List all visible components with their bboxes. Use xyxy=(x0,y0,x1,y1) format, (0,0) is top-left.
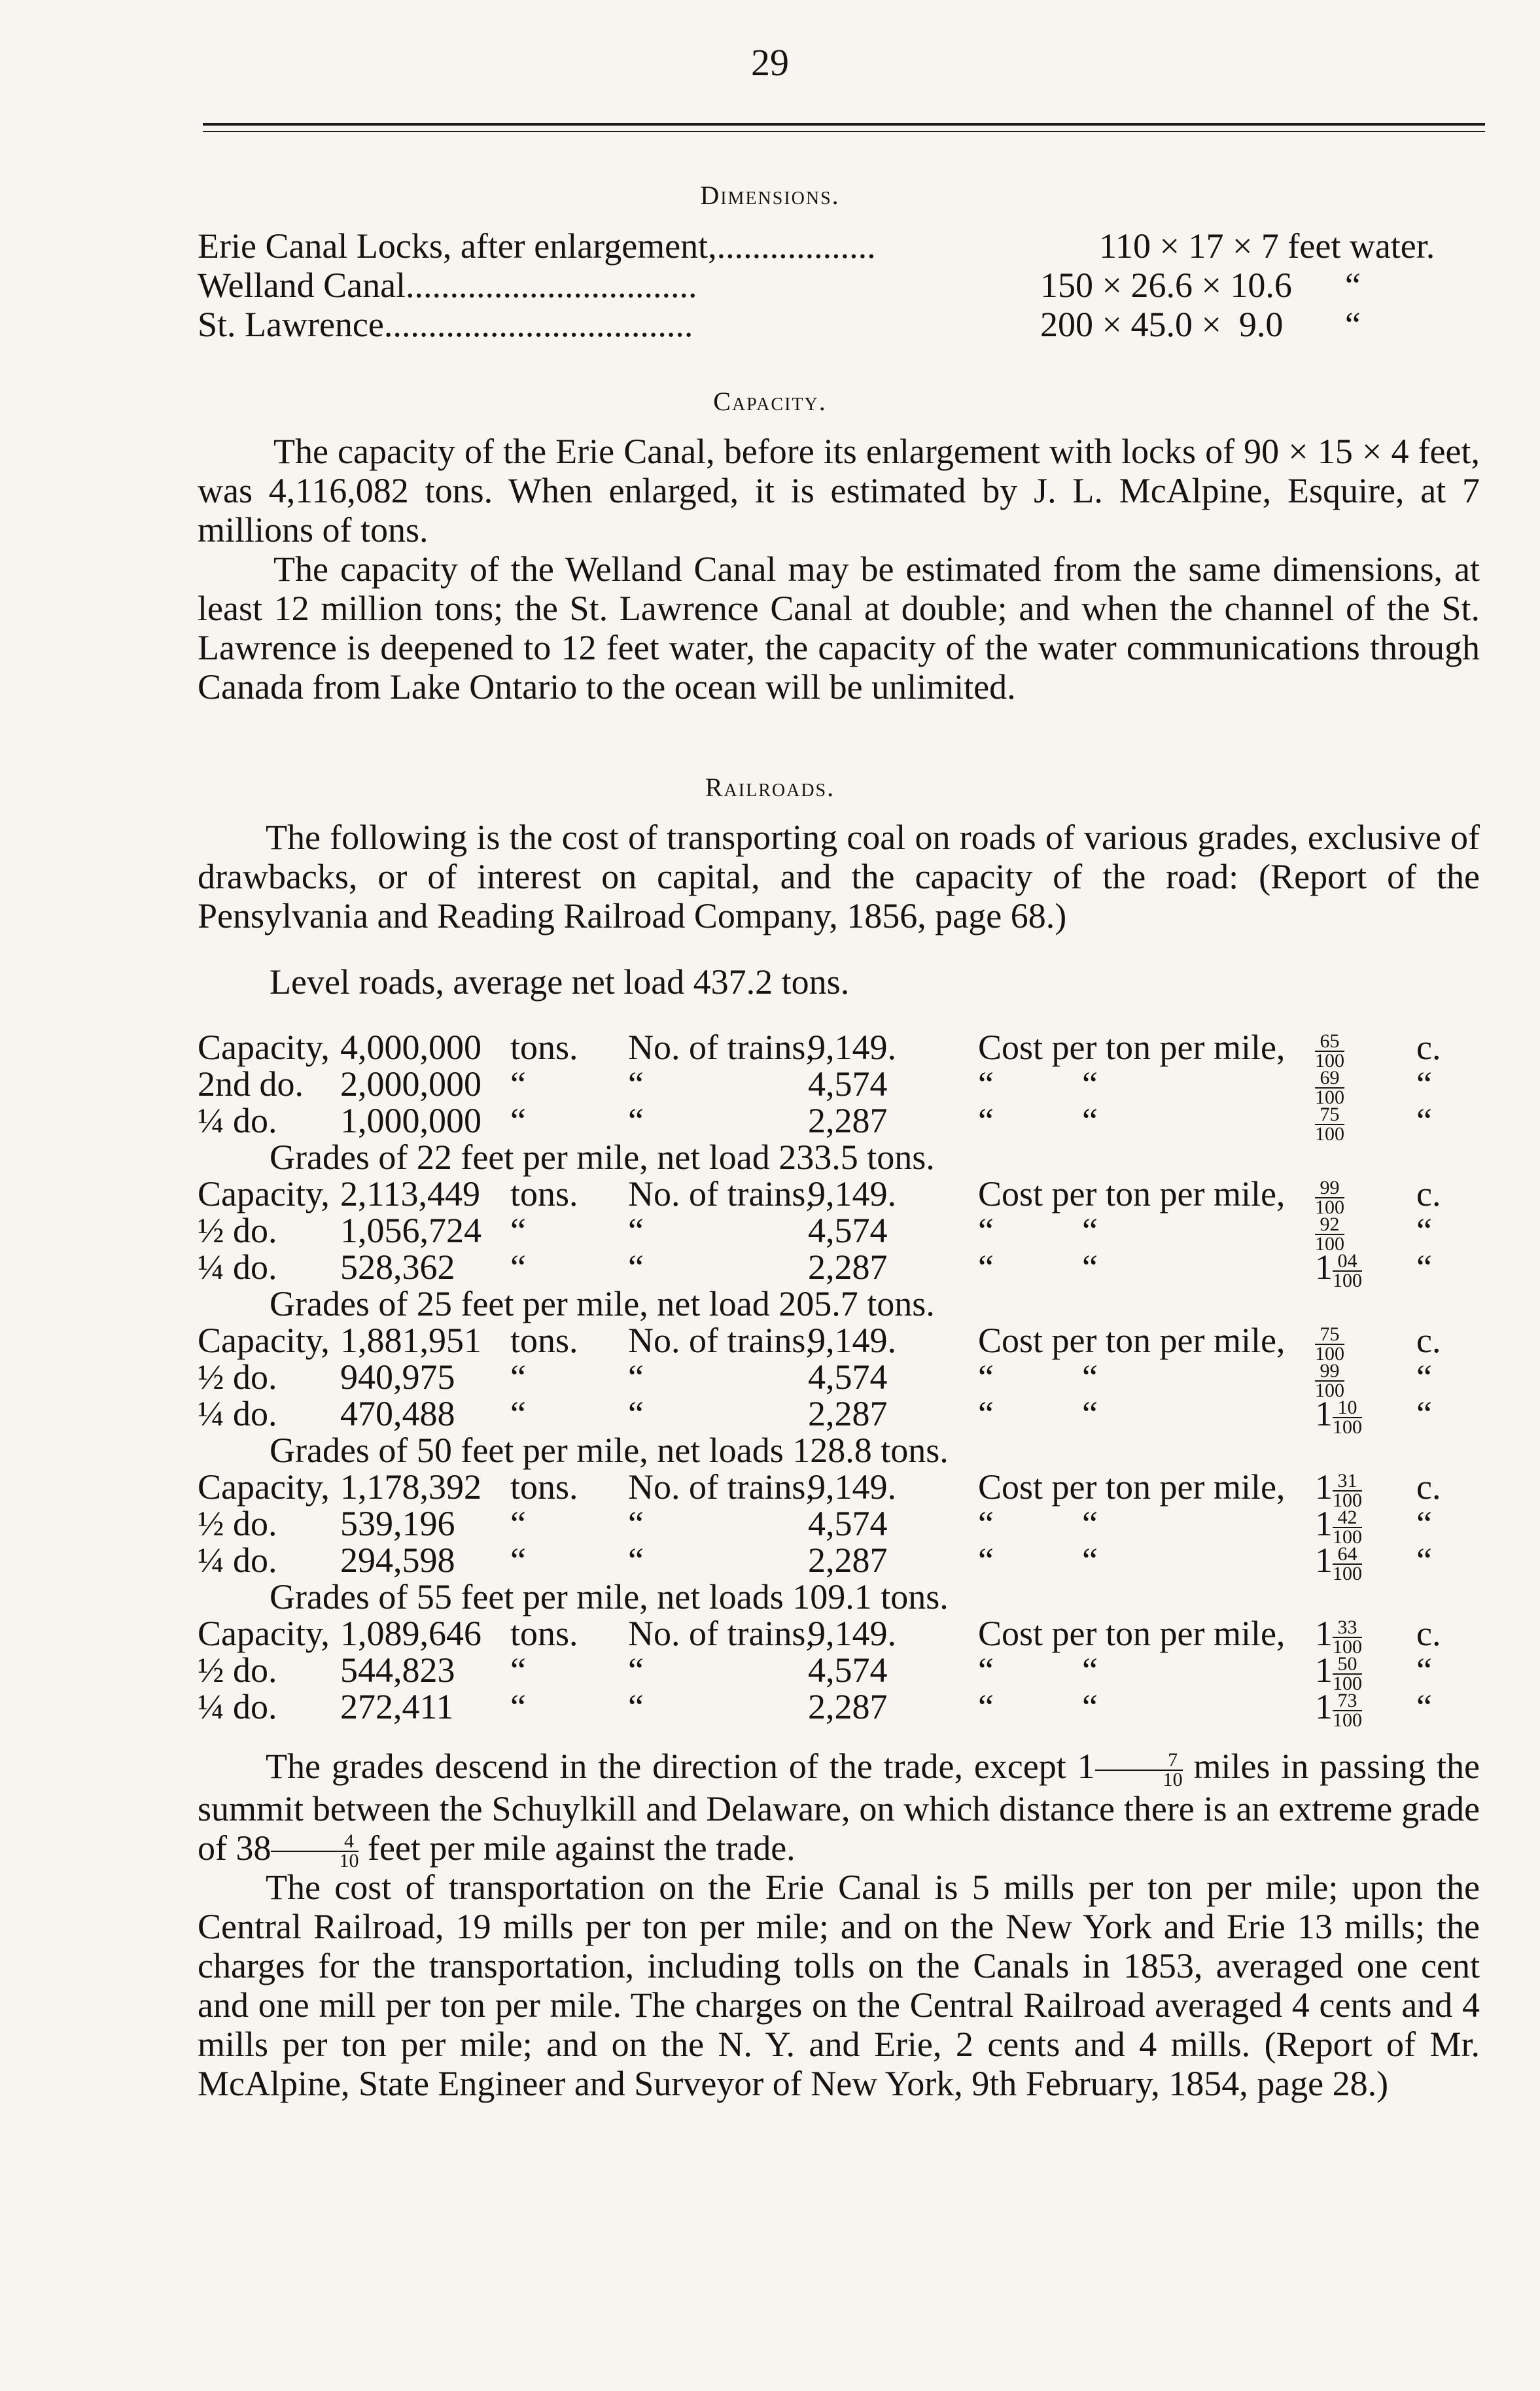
cell-a: ¼ do. xyxy=(198,1248,277,1287)
cell-f: Cost per ton per mile, xyxy=(978,1174,1286,1213)
cell-e: 9,149. xyxy=(808,1467,896,1507)
cell-a: ½ do. xyxy=(198,1650,277,1690)
grade-line: Grades of 50 feet per mile, net loads 128.8 tons. xyxy=(270,1431,949,1470)
capacity-paragraph: The capacity of the Erie Canal, before its enlargement with locks of 90 × 15 × 4 feet, was 4,116,082 tons. When enlarged, it is estimated by J. L. McAlpine, Esquire, at 7 millions of tons. xyxy=(198,432,1480,550)
level-roads-line: Level roads, average net load 437.2 tons. xyxy=(270,962,850,1002)
cell-b: 470,488 xyxy=(340,1394,455,1433)
cell-d: “ xyxy=(628,1541,644,1580)
cost-value: 1 $\frac{10}{100}$ xyxy=(1315,1394,1362,1438)
cell-e: 4,574 xyxy=(808,1064,888,1104)
closing-paragraph-grades: The grades descend in the direction of the trade, except 1 $\frac{7}{10}$ miles in passing the summit between the Schuylkill and Delaware, on which distance there is an extreme grade of 38 $\frac{4}{10}$ feet per mile against the trade. xyxy=(198,1747,1480,1872)
cell-u: c. xyxy=(1416,1467,1441,1507)
cell-c: “ xyxy=(510,1101,526,1140)
cell-f: “ “ xyxy=(978,1211,1098,1250)
cell-f: “ “ xyxy=(978,1101,1098,1140)
cost-value: 1 $\frac{04}{100}$ xyxy=(1315,1248,1362,1291)
cell-u: “ xyxy=(1416,1248,1432,1287)
cell-a: ¼ do. xyxy=(198,1541,277,1580)
cell-a: ¼ do. xyxy=(198,1394,277,1433)
cell-f: Cost per ton per mile, xyxy=(978,1467,1286,1507)
cell-c: tons. xyxy=(510,1321,578,1360)
fraction: $\frac{42}{100}$ xyxy=(1333,1506,1362,1548)
cell-u: c. xyxy=(1416,1174,1441,1213)
cell-f: “ “ xyxy=(978,1504,1098,1543)
fraction: $\frac{7}{10}$ xyxy=(1095,1751,1183,1789)
cell-b: 539,196 xyxy=(340,1504,455,1543)
cell-a: Capacity, xyxy=(198,1614,330,1653)
cell-a: Capacity, xyxy=(198,1028,330,1067)
cell-d: No. of trains, xyxy=(628,1467,814,1507)
cell-d: No. of trains, xyxy=(628,1614,814,1653)
cell-c: tons. xyxy=(510,1028,578,1067)
fraction: $\frac{33}{100}$ xyxy=(1333,1616,1362,1658)
cost-value: 1 $\frac{64}{100}$ xyxy=(1315,1541,1362,1584)
cell-e: 9,149. xyxy=(808,1174,896,1213)
cell-f: “ “ xyxy=(978,1650,1098,1690)
cell-e: 2,287 xyxy=(808,1541,888,1580)
closing-paragraph-costs: The cost of transportation on the Erie Canal is 5 mills per ton per mile; upon the Central Railroad, 19 mills per ton per mile; and on the New York and Erie 13 mills; the charges for the transportation, including tolls on the Canals in 1853, averaged one cent and one mill per ton per mile. The charges on the Central Railroad averaged 4 cents and 4 mills per ton per mile; and on the N. Y. and Erie, 2 cents and 4 mills. (Report of Mr. McAlpine, State Engineer and Surveyor of New York, 9th February, 1854, page 28.) xyxy=(198,1868,1480,2103)
cell-b: 528,362 xyxy=(340,1248,455,1287)
cell-u: “ xyxy=(1416,1211,1432,1250)
cell-b: 4,000,000 xyxy=(340,1028,481,1067)
fraction: $\frac{65}{100}$ xyxy=(1315,1030,1344,1072)
fraction: $\frac{50}{100}$ xyxy=(1333,1652,1362,1694)
cost-value: 1 $\frac{31}{100}$ xyxy=(1315,1467,1362,1511)
cell-b: 544,823 xyxy=(340,1650,455,1690)
cell-d: No. of trains, xyxy=(628,1321,814,1360)
fraction: $\frac{04}{100}$ xyxy=(1333,1249,1362,1291)
fraction: $\frac{31}{100}$ xyxy=(1333,1469,1362,1511)
cell-b: 272,411 xyxy=(340,1687,454,1726)
railroads-heading: Railroads. xyxy=(705,773,835,802)
cell-b: 1,178,392 xyxy=(340,1467,481,1507)
cell-e: 4,574 xyxy=(808,1650,888,1690)
cell-a: 2nd do. xyxy=(198,1064,304,1104)
cell-e: 4,574 xyxy=(808,1357,888,1397)
cell-u: c. xyxy=(1416,1028,1441,1067)
cell-d: “ xyxy=(628,1248,644,1287)
fraction: $\frac{92}{100}$ xyxy=(1315,1213,1344,1255)
cell-b: 2,000,000 xyxy=(340,1064,481,1104)
cell-b: 940,975 xyxy=(340,1357,455,1397)
fraction: $\frac{99}{100}$ xyxy=(1315,1359,1344,1401)
railroads-intro: The following is the cost of transporting coal on roads of various grades, exclusive of drawbacks, or of interest on capital, and the capacity of the road: (Report of the Pensylvania and Reading Railroad Company, 1856, page 68.) xyxy=(198,818,1480,935)
capacity-paragraph: The capacity of the Welland Canal may be estimated from the same dimensions, at least 12 million tons; the St. Lawrence Canal at double; and when the channel of the St. Lawrence is deepened to 12 feet water, the capacity of the water communications through Canada from Lake Ontario to the ocean will be unlimited. xyxy=(198,550,1480,707)
cell-u: “ xyxy=(1416,1687,1432,1726)
cell-f: “ “ xyxy=(978,1248,1098,1287)
cell-c: “ xyxy=(510,1504,526,1543)
cell-c: tons. xyxy=(510,1614,578,1653)
cell-e: 9,149. xyxy=(808,1028,896,1067)
cell-f: “ “ xyxy=(978,1687,1098,1726)
cell-a: Capacity, xyxy=(198,1321,330,1360)
cell-d: “ xyxy=(628,1650,644,1690)
cell-f: Cost per ton per mile, xyxy=(978,1321,1286,1360)
cell-d: No. of trains, xyxy=(628,1028,814,1067)
dimensions-value: 110 × 17 × 7 feet water. xyxy=(1099,226,1435,266)
cell-a: ¼ do. xyxy=(198,1101,277,1140)
cell-u: “ xyxy=(1416,1357,1432,1397)
cell-b: 1,000,000 xyxy=(340,1101,481,1140)
cell-f: Cost per ton per mile, xyxy=(978,1614,1286,1653)
cost-value xyxy=(1315,1100,1344,1143)
cell-e: 4,574 xyxy=(808,1211,888,1250)
cell-u: “ xyxy=(1416,1541,1432,1580)
cell-d: “ xyxy=(628,1211,644,1250)
cell-a: Capacity, xyxy=(198,1174,330,1213)
cell-e: 2,287 xyxy=(808,1687,888,1726)
capacity-heading: Capacity. xyxy=(713,387,827,416)
cell-d: “ xyxy=(628,1101,644,1140)
cell-b: 1,089,646 xyxy=(340,1614,481,1653)
cell-f: Cost per ton per mile, xyxy=(978,1028,1286,1067)
cell-u: c. xyxy=(1416,1321,1441,1360)
cell-u: “ xyxy=(1416,1650,1432,1690)
grade-line: Grades of 55 feet per mile, net loads 109.1 tons. xyxy=(270,1577,949,1616)
fraction: $\frac{75}{100}$ xyxy=(1315,1103,1344,1145)
cell-b: 1,881,951 xyxy=(340,1321,481,1360)
dimensions-row: St. Lawrence................................... xyxy=(198,305,693,344)
cell-c: “ xyxy=(510,1064,526,1104)
cell-d: “ xyxy=(628,1687,644,1726)
cell-d: “ xyxy=(628,1357,644,1397)
dimensions-row: Welland Canal................................. xyxy=(198,266,697,305)
cell-a: ¼ do. xyxy=(198,1687,277,1726)
cell-c: “ xyxy=(510,1541,526,1580)
cell-c: “ xyxy=(510,1650,526,1690)
dimensions-row: Erie Canal Locks, after enlargement,.................. xyxy=(198,226,876,266)
cell-c: “ xyxy=(510,1394,526,1433)
dimensions-value: 150 × 26.6 × 10.6 “ xyxy=(1040,266,1361,305)
cell-c: “ xyxy=(510,1211,526,1250)
fraction: $\frac{64}{100}$ xyxy=(1333,1543,1362,1584)
cell-u: “ xyxy=(1416,1064,1432,1104)
fraction: $\frac{10}{100}$ xyxy=(1333,1396,1362,1438)
fraction: $\frac{75}{100}$ xyxy=(1315,1323,1344,1365)
cell-u: “ xyxy=(1416,1394,1432,1433)
cell-c: tons. xyxy=(510,1467,578,1507)
cell-b: 294,598 xyxy=(340,1541,455,1580)
grade-line: Grades of 25 feet per mile, net load 205.7 tons. xyxy=(270,1284,935,1323)
cell-c: “ xyxy=(510,1248,526,1287)
cell-a: ½ do. xyxy=(198,1357,277,1397)
cost-value: 1 $\frac{73}{100}$ xyxy=(1315,1687,1362,1731)
cell-e: 2,287 xyxy=(808,1394,888,1433)
cost-value: 1 $\frac{50}{100}$ xyxy=(1315,1650,1362,1694)
cell-c: “ xyxy=(510,1357,526,1397)
grade-line: Grades of 22 feet per mile, net load 233.5 tons. xyxy=(270,1138,935,1177)
fraction: $\frac{69}{100}$ xyxy=(1315,1066,1344,1108)
cell-e: 2,287 xyxy=(808,1248,888,1287)
cell-d: No. of trains, xyxy=(628,1174,814,1213)
cell-a: ½ do. xyxy=(198,1211,277,1250)
cell-c: tons. xyxy=(510,1174,578,1213)
header-rule-thin xyxy=(203,131,1485,132)
header-rule xyxy=(203,123,1485,126)
cell-u: “ xyxy=(1416,1101,1432,1140)
cell-f: “ “ xyxy=(978,1541,1098,1580)
cell-b: 1,056,724 xyxy=(340,1211,481,1250)
cell-u: “ xyxy=(1416,1504,1432,1543)
cost-value: 1 $\frac{33}{100}$ xyxy=(1315,1614,1362,1658)
cell-e: 9,149. xyxy=(808,1614,896,1653)
cell-d: “ xyxy=(628,1394,644,1433)
cost-value: 1 $\frac{42}{100}$ xyxy=(1315,1504,1362,1548)
cell-u: c. xyxy=(1416,1614,1441,1653)
cell-a: Capacity, xyxy=(198,1467,330,1507)
dimensions-heading: Dimensions. xyxy=(700,181,840,210)
fraction: $\frac{73}{100}$ xyxy=(1333,1689,1362,1731)
fraction: $\frac{4}{10}$ xyxy=(271,1832,359,1870)
fraction: $\frac{99}{100}$ xyxy=(1315,1176,1344,1218)
cell-b: 2,113,449 xyxy=(340,1174,480,1213)
cell-a: ½ do. xyxy=(198,1504,277,1543)
cell-e: 4,574 xyxy=(808,1504,888,1543)
cell-c: “ xyxy=(510,1687,526,1726)
cell-d: “ xyxy=(628,1064,644,1104)
cell-f: “ “ xyxy=(978,1064,1098,1104)
dimensions-value: 200 × 45.0 × 9.0 “ xyxy=(1040,305,1361,344)
page-number: 29 xyxy=(751,41,789,84)
cell-f: “ “ xyxy=(978,1357,1098,1397)
cell-e: 9,149. xyxy=(808,1321,896,1360)
cell-f: “ “ xyxy=(978,1394,1098,1433)
cell-d: “ xyxy=(628,1504,644,1543)
cell-e: 2,287 xyxy=(808,1101,888,1140)
